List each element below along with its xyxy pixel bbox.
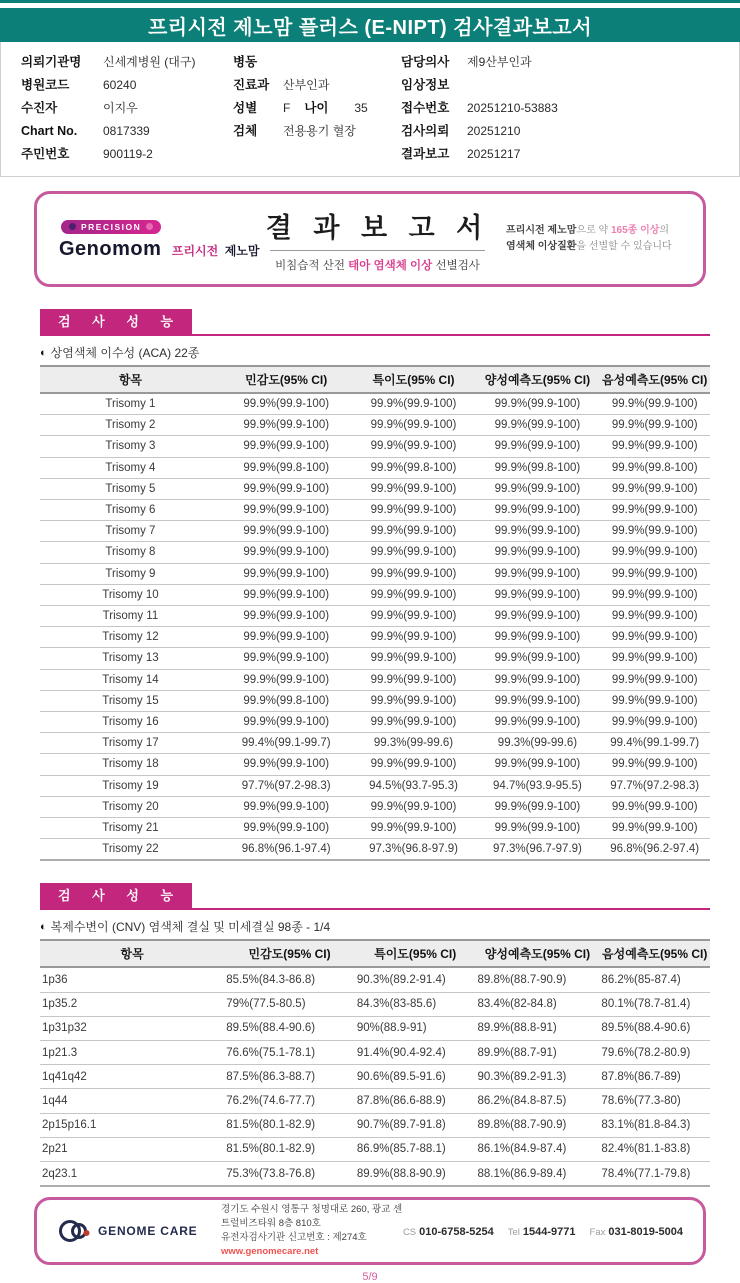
section2-header	[40, 883, 710, 910]
table-cell: 99.9%(99.9-100)	[599, 606, 710, 627]
table-cell: 99.9%(99.9-100)	[475, 415, 599, 436]
table-cell: 99.9%(99.9-100)	[599, 563, 710, 584]
table-cell: Trisomy 10	[40, 584, 221, 605]
patient-info-row	[233, 97, 401, 120]
column-header: 양성예측도(95% CI)	[475, 940, 599, 967]
field-value: 산부인과	[283, 78, 330, 92]
table-cell: 96.8%(96.2-97.4)	[599, 839, 710, 861]
table-cell: Trisomy 8	[40, 542, 221, 563]
table-cell: 91.4%(90.4-92.4)	[355, 1041, 476, 1065]
table-cell: 99.9%(99.9-100)	[599, 796, 710, 817]
table-cell: 90.7%(89.7-91.8)	[355, 1113, 476, 1137]
report-title: 프리시전 제노맘 플러스 (E-NIPT) 검사결과보고서	[147, 16, 593, 39]
patient-info-row	[401, 143, 729, 166]
patient-info-row	[233, 74, 401, 97]
field-label: 임상정보	[401, 78, 450, 92]
tel-number: 1544-9771	[522, 1226, 576, 1239]
website-link[interactable]: www.genomecare.net	[221, 1246, 319, 1258]
field-value: 35	[354, 101, 368, 115]
table-cell: 99.9%(99.9-100)	[475, 712, 599, 733]
table-cell: 87.5%(86.3-88.7)	[224, 1065, 355, 1089]
table-cell: 85.5%(84.3-86.8)	[224, 967, 355, 992]
table-row	[40, 542, 710, 563]
table-cell: 1p31p32	[40, 1016, 224, 1040]
patient-info-panel	[0, 42, 740, 177]
table-row	[40, 733, 710, 754]
address-line-2: 유전자검사기관 신고번호 : 제274호	[221, 1232, 367, 1244]
banner-divider	[270, 250, 485, 251]
table-cell: Trisomy 12	[40, 627, 221, 648]
field-value: 신세계병원 (대구)	[103, 55, 196, 69]
table-cell: 99.9%(99.9-100)	[221, 521, 352, 542]
table-cell: 99.9%(99.9-100)	[221, 415, 352, 436]
table-cell: 99.9%(99.9-100)	[221, 393, 352, 415]
table-cell: 81.5%(80.1-82.9)	[224, 1113, 355, 1137]
table-cell: 83.1%(81.8-84.3)	[599, 1113, 710, 1137]
patient-info-col-middle	[233, 51, 401, 166]
table-row	[40, 478, 710, 499]
table-header-row	[40, 366, 710, 393]
table-cell: 99.9%(99.9-100)	[352, 563, 476, 584]
table-cell: Trisomy 15	[40, 690, 221, 711]
table-row	[40, 992, 710, 1016]
table-cell: 2q23.1	[40, 1162, 224, 1187]
field-label: 검사의뢰	[401, 124, 450, 138]
column-header: 항목	[40, 940, 224, 967]
section2-subtitle-text: 복제수변이 (CNV) 염색체 결실 및 미세결실 98종 - 1/4	[50, 920, 331, 935]
patient-info-row	[21, 51, 233, 74]
genome-care-logo-text: GENOME CARE	[98, 1224, 198, 1239]
column-header: 음성예측도(95% CI)	[599, 366, 710, 393]
table-cell: Trisomy 11	[40, 606, 221, 627]
table-cell: 99.9%(99.9-100)	[221, 754, 352, 775]
table-cell: 99.9%(99.9-100)	[352, 690, 476, 711]
field-label: 의뢰기관명	[21, 55, 82, 69]
table-cell: 97.3%(96.8-97.9)	[352, 839, 476, 861]
table-cell: 1p36	[40, 967, 224, 992]
table-cell: 80.1%(78.7-81.4)	[599, 992, 710, 1016]
table-row	[40, 712, 710, 733]
field-label: 접수번호	[401, 101, 450, 115]
report-title-bar	[0, 8, 740, 42]
table-cell: Trisomy 1	[40, 393, 221, 415]
table-cell: 94.5%(93.7-95.3)	[352, 775, 476, 796]
patient-info-row	[21, 143, 233, 166]
table-cell: 97.3%(96.7-97.9)	[475, 839, 599, 861]
table-cell: 89.5%(88.4-90.6)	[224, 1016, 355, 1040]
table-cell: 78.6%(77.3-80)	[599, 1089, 710, 1113]
table-cell: Trisomy 17	[40, 733, 221, 754]
field-label: 주민번호	[21, 147, 70, 161]
field-label: 담당의사	[401, 55, 450, 69]
table-cell: 99.9%(99.9-100)	[475, 500, 599, 521]
address-line-1: 경기도 수원시 영통구 청명대로 260, 광교 센트럴비즈타워 8층 810호	[221, 1204, 403, 1230]
banner-subtitle	[249, 257, 506, 273]
table-cell: 84.3%(83-85.6)	[355, 992, 476, 1016]
section2-heading-chip: 검 사 성 능	[40, 883, 192, 908]
patient-info-row	[401, 51, 729, 74]
table-cell: 99.9%(99.9-100)	[352, 669, 476, 690]
table-cell: 2p15p16.1	[40, 1113, 224, 1137]
table-cell: 99.3%(99-99.6)	[352, 733, 476, 754]
field-value: 이지우	[103, 101, 138, 115]
table-cell: 99.3%(99-99.6)	[475, 733, 599, 754]
field-value: 0817339	[103, 124, 150, 138]
table-row	[40, 1162, 710, 1187]
table-cell: 99.9%(99.9-100)	[599, 436, 710, 457]
table-row	[40, 606, 710, 627]
table-cell: 90.3%(89.2-91.4)	[355, 967, 476, 992]
table-cell: Trisomy 4	[40, 457, 221, 478]
column-header: 양성예측도(95% CI)	[475, 366, 599, 393]
table-cell: 99.9%(99.9-100)	[221, 478, 352, 499]
table-cell: 79.6%(78.2-80.9)	[599, 1041, 710, 1065]
patient-info-col-right	[401, 51, 729, 166]
field-value: F	[283, 101, 291, 115]
table-cell: 99.9%(99.9-100)	[221, 542, 352, 563]
table-row	[40, 690, 710, 711]
genomom-brand-block	[59, 217, 260, 261]
table-row	[40, 1137, 710, 1161]
table-cell: 99.9%(99.9-100)	[352, 521, 476, 542]
fax-label: Fax	[589, 1227, 606, 1239]
footer-contacts	[403, 1222, 683, 1240]
table-row	[40, 1113, 710, 1137]
section2-subtitle	[40, 918, 710, 935]
table-cell: 99.9%(99.9-100)	[599, 754, 710, 775]
table-cell: 99.9%(99.9-100)	[352, 500, 476, 521]
table-cell: 99.9%(99.9-100)	[352, 478, 476, 499]
table-cell: 99.9%(99.9-100)	[352, 648, 476, 669]
table-cell: 99.9%(99.9-100)	[599, 542, 710, 563]
patient-info-row	[401, 97, 729, 120]
table-row	[40, 521, 710, 542]
table-cell: 99.9%(99.9-100)	[475, 478, 599, 499]
table-cell: 1q44	[40, 1089, 224, 1113]
banner-subtitle-post: 선별검사	[432, 259, 480, 272]
table-cell: 99.9%(99.9-100)	[475, 521, 599, 542]
page-number: 5/9	[362, 1271, 378, 1283]
tel-label: Tel	[507, 1227, 520, 1239]
table-cell: 99.9%(99.9-100)	[475, 627, 599, 648]
table-cell: 89.8%(88.7-90.9)	[475, 1113, 599, 1137]
table-cell: Trisomy 5	[40, 478, 221, 499]
field-label: 병원코드	[21, 78, 70, 92]
table-cell: 99.9%(99.9-100)	[599, 393, 710, 415]
field-value: 20251210-53883	[467, 101, 558, 115]
table-cell: 99.9%(99.9-100)	[599, 669, 710, 690]
footer-address	[207, 1203, 403, 1259]
patient-info-row	[21, 97, 233, 120]
table-row	[40, 796, 710, 817]
table-row	[40, 1016, 710, 1040]
table-cell: 1p35.2	[40, 992, 224, 1016]
column-header: 특이도(95% CI)	[352, 366, 476, 393]
table-cell: 99.9%(99.9-100)	[221, 584, 352, 605]
table-row	[40, 754, 710, 775]
table-cell: 89.8%(88.7-90.9)	[475, 967, 599, 992]
table-row	[40, 818, 710, 839]
table-cell: Trisomy 7	[40, 521, 221, 542]
cs-label: CS	[402, 1227, 417, 1239]
table-cell: Trisomy 13	[40, 648, 221, 669]
table-row	[40, 669, 710, 690]
table-cell: 87.8%(86.6-88.9)	[355, 1089, 476, 1113]
field-value: 제9산부인과	[467, 55, 532, 69]
table-row	[40, 584, 710, 605]
section1-header	[40, 309, 710, 336]
table-cell: 99.9%(99.9-100)	[352, 627, 476, 648]
table-row	[40, 1065, 710, 1089]
table-cell: 99.9%(99.9-100)	[221, 712, 352, 733]
note-end: 의	[659, 225, 670, 236]
genome-care-logo-icon	[57, 1216, 91, 1246]
table-cell: 99.9%(99.9-100)	[475, 796, 599, 817]
table-cell: Trisomy 21	[40, 818, 221, 839]
table-cell: 99.9%(99.9-100)	[221, 648, 352, 669]
table-cell: 99.9%(99.9-100)	[352, 415, 476, 436]
table-cell: Trisomy 2	[40, 415, 221, 436]
column-header: 민감도(95% CI)	[224, 940, 355, 967]
table-cell: 99.9%(99.9-100)	[352, 436, 476, 457]
top-accent-strip	[0, 0, 740, 3]
note-bold-2: 염색체 이상질환	[506, 241, 577, 252]
banner-subtitle-highlight: 태아 염색체 이상	[348, 259, 433, 272]
table-cell: 94.7%(93.9-95.5)	[475, 775, 599, 796]
column-header: 민감도(95% CI)	[221, 366, 352, 393]
brand-kr-dark: 제노맘	[224, 244, 260, 258]
table-cell: 99.9%(99.9-100)	[599, 584, 710, 605]
column-header: 특이도(95% CI)	[355, 940, 476, 967]
banner-title: 결 과 보 고 서	[265, 212, 490, 243]
table-cell: 99.9%(99.9-100)	[352, 754, 476, 775]
field-value: 전용용기 혈장	[283, 124, 356, 138]
cnv-performance-table	[40, 939, 710, 1187]
table-cell: 99.9%(99.9-100)	[221, 669, 352, 690]
table-cell: 89.9%(88.8-90.9)	[355, 1162, 476, 1187]
table-cell: 86.1%(84.9-87.4)	[475, 1137, 599, 1161]
field-value: 20251217	[467, 147, 521, 161]
field-label: Chart No.	[21, 124, 78, 138]
table-cell: 96.8%(96.1-97.4)	[221, 839, 352, 861]
table-row	[40, 967, 710, 992]
table-cell: 99.9%(99.9-100)	[221, 627, 352, 648]
table-cell: 99.9%(99.9-100)	[352, 542, 476, 563]
patient-info-row	[21, 120, 233, 143]
table-cell: 88.1%(86.9-89.4)	[475, 1162, 599, 1187]
table-cell: 99.9%(99.8-100)	[475, 457, 599, 478]
table-cell: 99.9%(99.8-100)	[352, 457, 476, 478]
field-value: 60240	[103, 78, 137, 92]
table-row	[40, 1041, 710, 1065]
table-cell: Trisomy 19	[40, 775, 221, 796]
table-header-row	[40, 940, 710, 967]
field-value: 20251210	[467, 124, 521, 138]
table-cell: 99.9%(99.9-100)	[221, 500, 352, 521]
table-cell: Trisomy 3	[40, 436, 221, 457]
table-row	[40, 415, 710, 436]
section1-subtitle-text: 상염색체 이수성 (ACA) 22종	[50, 346, 200, 360]
table-row	[40, 393, 710, 415]
table-cell: 99.4%(99.1-99.7)	[599, 733, 710, 754]
table-cell: 99.9%(99.8-100)	[599, 457, 710, 478]
table-cell: 89.9%(88.7-91)	[475, 1041, 599, 1065]
column-header: 항목	[40, 366, 221, 393]
table-cell: 99.9%(99.9-100)	[599, 627, 710, 648]
result-report-banner	[34, 191, 706, 287]
table-cell: 86.2%(85-87.4)	[599, 967, 710, 992]
table-cell: 99.9%(99.9-100)	[599, 478, 710, 499]
table-cell: 99.9%(99.9-100)	[475, 669, 599, 690]
banner-side-note	[506, 223, 681, 255]
table-cell: 86.2%(84.8-87.5)	[475, 1089, 599, 1113]
table-cell: 83.4%(82-84.8)	[475, 992, 599, 1016]
genome-care-logo	[57, 1216, 207, 1246]
table-cell: 99.9%(99.9-100)	[221, 563, 352, 584]
table-cell: 99.9%(99.9-100)	[475, 648, 599, 669]
table-cell: 99.9%(99.9-100)	[599, 500, 710, 521]
half-circle-bullet-icon: ◐	[40, 346, 47, 359]
badge-label: PRECISION	[81, 221, 142, 232]
table-cell: 78.4%(77.1-79.8)	[599, 1162, 710, 1187]
table-cell: 99.9%(99.9-100)	[475, 690, 599, 711]
footer-contact-box	[34, 1197, 706, 1265]
table-cell: 99.9%(99.9-100)	[475, 606, 599, 627]
precision-badge	[61, 220, 161, 234]
field-label: 검체	[233, 124, 258, 138]
table-cell: 99.9%(99.9-100)	[599, 648, 710, 669]
table-cell: 99.9%(99.9-100)	[352, 796, 476, 817]
half-circle-bullet-icon: ◐	[40, 920, 47, 933]
table-cell: 99.9%(99.9-100)	[599, 690, 710, 711]
table-cell: 99.9%(99.9-100)	[475, 584, 599, 605]
field-label: 나이	[304, 101, 329, 115]
note-mid: 으로 약	[576, 225, 611, 236]
table-row	[40, 775, 710, 796]
field-value: 900119-2	[103, 147, 153, 161]
table-row	[40, 500, 710, 521]
banner-subtitle-pre: 비침습적 산전	[275, 259, 349, 272]
table-cell: 99.9%(99.9-100)	[599, 818, 710, 839]
table-row	[40, 457, 710, 478]
table-cell: 99.9%(99.9-100)	[475, 754, 599, 775]
table-cell: 99.9%(99.9-100)	[599, 415, 710, 436]
table-row	[40, 648, 710, 669]
table-cell: 99.9%(99.9-100)	[475, 393, 599, 415]
table-cell: Trisomy 22	[40, 839, 221, 861]
table-cell: Trisomy 20	[40, 796, 221, 817]
table-cell: 99.9%(99.9-100)	[475, 436, 599, 457]
table-cell: 81.5%(80.1-82.9)	[224, 1137, 355, 1161]
table-cell: 99.9%(99.9-100)	[352, 606, 476, 627]
table-row	[40, 1089, 710, 1113]
table-cell: 99.9%(99.9-100)	[221, 436, 352, 457]
brand-kr-pink: 프리시전	[171, 244, 219, 258]
table-cell: 99.9%(99.9-100)	[352, 818, 476, 839]
table-row	[40, 563, 710, 584]
table-cell: 2p21	[40, 1137, 224, 1161]
table-cell: 99.9%(99.8-100)	[221, 457, 352, 478]
table-cell: 79%(77.5-80.5)	[224, 992, 355, 1016]
table-cell: 99.9%(99.9-100)	[475, 542, 599, 563]
patient-info-row	[21, 74, 233, 97]
table-cell: 99.9%(99.9-100)	[221, 818, 352, 839]
table-cell: 99.9%(99.8-100)	[221, 690, 352, 711]
patient-info-row	[401, 120, 729, 143]
field-label: 진료과	[233, 78, 270, 92]
table-cell: 89.9%(88.8-91)	[475, 1016, 599, 1040]
patient-info-row	[233, 51, 401, 74]
table-cell: 1p21.3	[40, 1041, 224, 1065]
brand-logo-text: Genomom	[59, 238, 162, 260]
aca-performance-table	[40, 365, 710, 861]
table-cell: 99.9%(99.9-100)	[599, 521, 710, 542]
column-header: 음성예측도(95% CI)	[599, 940, 710, 967]
table-cell: 99.9%(99.9-100)	[599, 712, 710, 733]
table-cell: 99.9%(99.9-100)	[475, 563, 599, 584]
section1-subtitle	[40, 344, 710, 361]
table-cell: 89.5%(88.4-90.6)	[599, 1016, 710, 1040]
table-cell: 76.2%(74.6-77.7)	[224, 1089, 355, 1113]
table-cell: 82.4%(81.1-83.8)	[599, 1137, 710, 1161]
patient-info-row	[233, 143, 401, 166]
table-cell: Trisomy 16	[40, 712, 221, 733]
table-cell: Trisomy 18	[40, 754, 221, 775]
table-cell: 86.9%(85.7-88.1)	[355, 1137, 476, 1161]
patient-info-col-left	[21, 51, 233, 166]
field-label: 성별	[233, 101, 258, 115]
table-cell: Trisomy 14	[40, 669, 221, 690]
fax-number: 031-8019-5004	[608, 1226, 683, 1239]
field-label: 결과보고	[401, 147, 450, 161]
table-cell: 99.9%(99.9-100)	[221, 606, 352, 627]
table-cell: 87.8%(86.7-89)	[599, 1065, 710, 1089]
table-cell: 99.9%(99.9-100)	[352, 584, 476, 605]
badge-dot-right-icon	[146, 223, 153, 230]
table-cell: 99.9%(99.9-100)	[475, 818, 599, 839]
table-cell: 99.9%(99.9-100)	[352, 393, 476, 415]
table-cell: 90%(88.9-91)	[355, 1016, 476, 1040]
table-cell: Trisomy 6	[40, 500, 221, 521]
table-row	[40, 839, 710, 861]
patient-info-row	[401, 74, 729, 97]
note-rest: 을 선별할 수 있습니다	[576, 241, 672, 252]
table-cell: 75.3%(73.8-76.8)	[224, 1162, 355, 1187]
table-cell: 99.9%(99.9-100)	[221, 796, 352, 817]
table-cell: 97.7%(97.2-98.3)	[221, 775, 352, 796]
table-cell: 90.3%(89.2-91.3)	[475, 1065, 599, 1089]
field-label: 수진자	[21, 101, 58, 115]
table-cell: 97.7%(97.2-98.3)	[599, 775, 710, 796]
table-cell: Trisomy 9	[40, 563, 221, 584]
field-label: 병동	[233, 55, 258, 69]
table-cell: 90.6%(89.5-91.6)	[355, 1065, 476, 1089]
note-pink: 165종 이상	[610, 225, 660, 236]
table-row	[40, 436, 710, 457]
table-cell: 99.4%(99.1-99.7)	[221, 733, 352, 754]
table-cell: 1q41q42	[40, 1065, 224, 1089]
table-row	[40, 627, 710, 648]
note-bold-1: 프리시전 제노맘	[506, 225, 577, 236]
patient-info-row	[233, 120, 401, 143]
table-cell: 99.9%(99.9-100)	[352, 712, 476, 733]
badge-dot-left-icon	[69, 223, 76, 230]
table-cell: 76.6%(75.1-78.1)	[224, 1041, 355, 1065]
section1-heading-chip: 검 사 성 능	[40, 309, 192, 334]
cs-number: 010-6758-5254	[419, 1226, 494, 1239]
